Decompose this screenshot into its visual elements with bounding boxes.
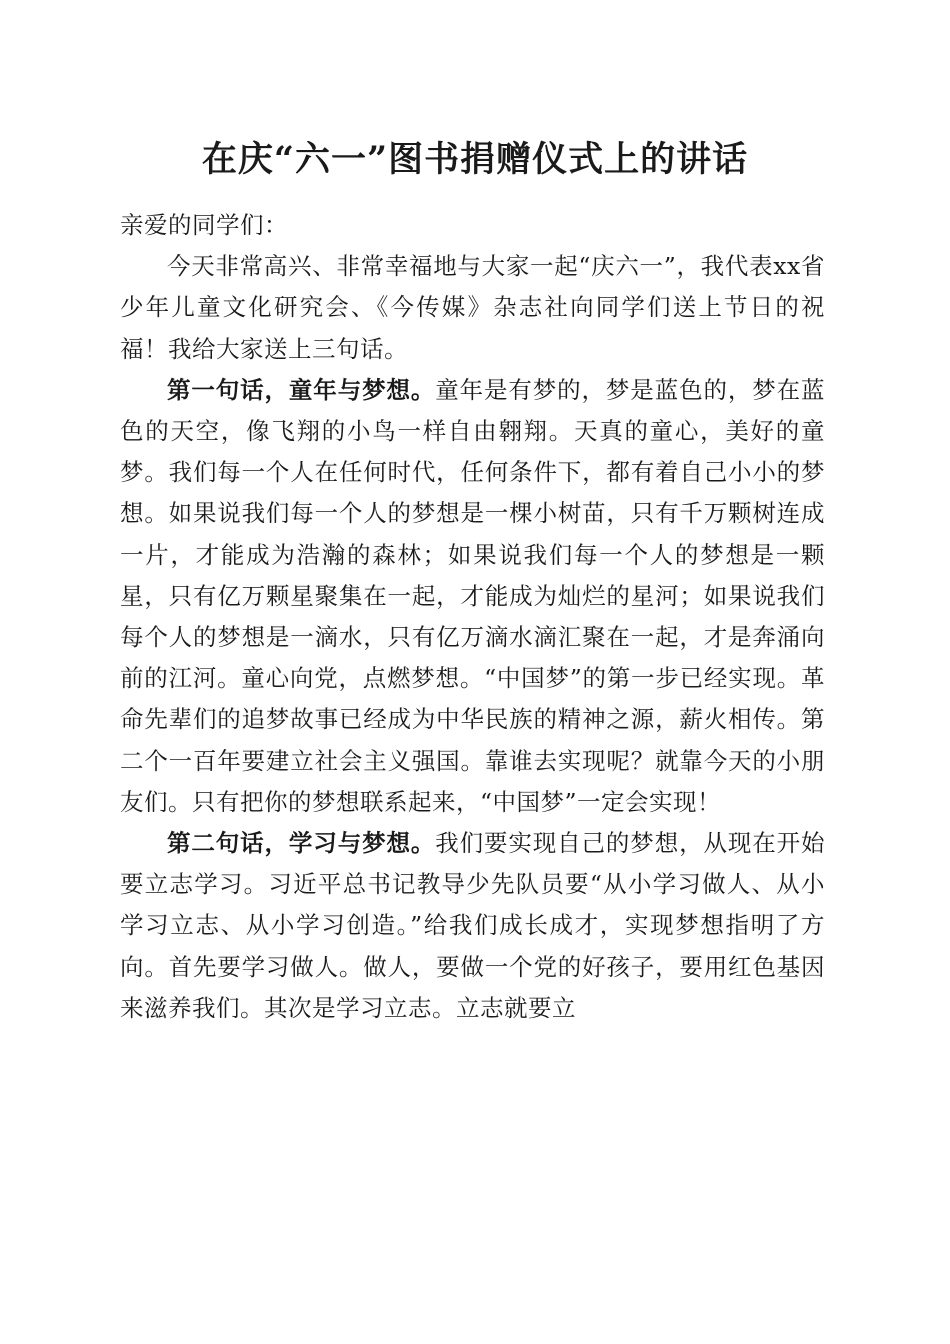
document-body (120, 205, 825, 1029)
paragraph-text: 我们要实现自己的梦想，从现在开始要立志学习。习近平总书记教导少先队员要“从小学习做人、从小学习立志、从小学习创造。”给我们成长成才，实现梦想指明了方向。首先要学习做人。做人，要做一个党的好孩子，要用红色基因来滋养我们。其次是学习立志。立志就要立 (120, 829, 826, 1022)
paragraph-first-point (120, 370, 825, 823)
paragraph-lead: 第一句话，童年与梦想。 (167, 375, 436, 404)
paragraph-text: 今天非常高兴、非常幸福地与大家一起“庆六一”，我代表xx省少年儿童文化研究会、《今传媒》杂志社向同学们送上节日的祝福！我给大家送上三句话。 (120, 252, 825, 363)
paragraph-text: 童年是有梦的，梦是蓝色的，梦在蓝色的天空，像飞翔的小鸟一样自由翱翔。天真的童心，美好的童梦。我们每一个人在任何时代，任何条件下，都有着自己小小的梦想。如果说我们每一个人的梦想是一棵小树苗，只有千万颗树连成一片，才能成为浩瀚的森林；如果说我们每一个人的梦想是一颗星，只有亿万颗星聚集在一起，才能成为灿烂的星河；如果说我们每个人的梦想是一滴水，只有亿万滴水滴汇聚在一起，才是奔涌向前的江河。童心向党，点燃梦想。“中国梦”的第一步已经实现。革命先辈们的追梦故事已经成为中华民族的精神之源，薪火相传。第二个一百年要建立社会主义强国。靠谁去实现呢？就靠今天的小朋友们。只有把你的梦想联系起来，“中国梦”一定会实现！ (120, 375, 826, 816)
paragraph-second-point (120, 823, 825, 1029)
paragraph-intro (120, 246, 825, 370)
paragraph-lead: 第二句话，学习与梦想。 (167, 829, 436, 858)
document-title: 在庆“六一”图书捐赠仪式上的讲话 (201, 139, 749, 180)
greeting: 亲爱的同学们： (120, 211, 288, 239)
